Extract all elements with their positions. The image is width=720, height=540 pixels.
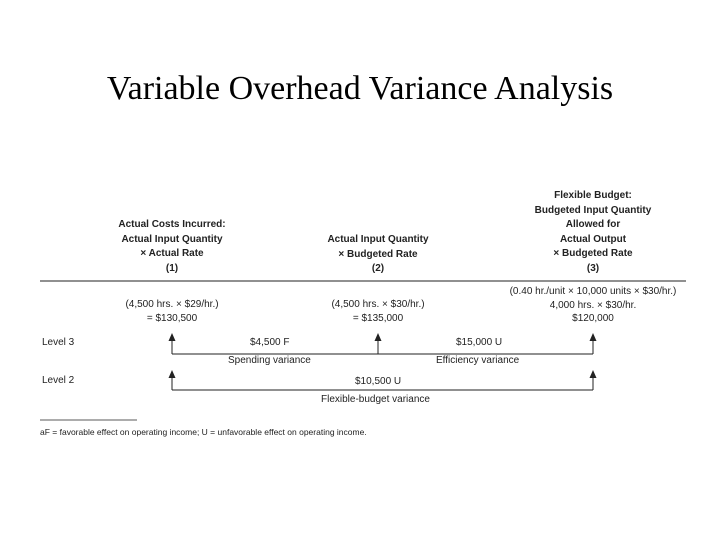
efficiency-variance-amount: $15,000 U	[456, 337, 503, 348]
col3-calc-line: $120,000	[572, 313, 614, 324]
col3-header-line: Allowed for	[565, 219, 621, 230]
col3-header	[508, 189, 678, 276]
efficiency-variance-label: Efficiency variance	[436, 355, 520, 366]
col3-header-line: Budgeted Input Quantity	[534, 204, 652, 216]
col3-header-line: × Budgeted Rate	[553, 248, 633, 259]
level3-arrowhead-col2	[375, 333, 382, 341]
col2-calc-line: (4,500 hrs. × $30/hr.)	[331, 299, 425, 310]
col2-calc	[303, 298, 453, 325]
variance-diagram	[40, 188, 686, 438]
col3-header-line: Flexible Budget:	[554, 190, 632, 201]
col1-header	[92, 218, 252, 276]
col2-header-line: (2)	[371, 263, 385, 274]
col3-calc-line: (0.40 hr./unit × 10,000 units × $30/hr.)	[509, 286, 677, 297]
footnote: aF = favorable effect on operating income; U = unfavorable effect on operating income.	[40, 427, 367, 437]
spending-variance-label: Spending variance	[228, 355, 311, 366]
col1-calc	[97, 298, 247, 325]
col3-calc-line: 4,000 hrs. × $30/hr.	[549, 299, 637, 311]
col3-header-line: (3)	[586, 262, 600, 274]
level3-arrowhead-col3	[590, 333, 597, 341]
col1-calc-line: (4,500 hrs. × $29/hr.)	[125, 299, 219, 310]
level2-arrowhead-col3	[590, 370, 597, 378]
col1-header-line: Actual Input Quantity	[121, 233, 223, 245]
col1-header-line: × Actual Rate	[140, 248, 204, 259]
col2-header-line: Actual Input Quantity	[327, 234, 429, 245]
flexible-budget-variance-amount: $10,500 U	[355, 376, 402, 387]
level3-arrowhead-col1	[169, 333, 176, 341]
col3-header-line: Actual Output	[559, 233, 627, 245]
col1-calc-line: = $130,500	[146, 312, 198, 324]
col1-header-line: (1)	[165, 262, 179, 274]
col2-calc-line: = $135,000	[352, 312, 404, 324]
col2-header-line: × Budgeted Rate	[338, 248, 418, 260]
col1-header-line: Actual Costs Incurred:	[118, 219, 226, 230]
slide-title: Variable Overhead Variance Analysis	[106, 70, 614, 107]
spending-variance-amount: $4,500 F	[250, 337, 290, 348]
level2-label: Level 2	[42, 375, 75, 386]
col2-header	[298, 233, 458, 277]
level2-arrowhead-col1	[169, 370, 176, 378]
col3-calc	[493, 285, 693, 326]
level3-label: Level 3	[42, 337, 75, 348]
flexible-budget-variance-label: Flexible-budget variance	[321, 394, 430, 405]
